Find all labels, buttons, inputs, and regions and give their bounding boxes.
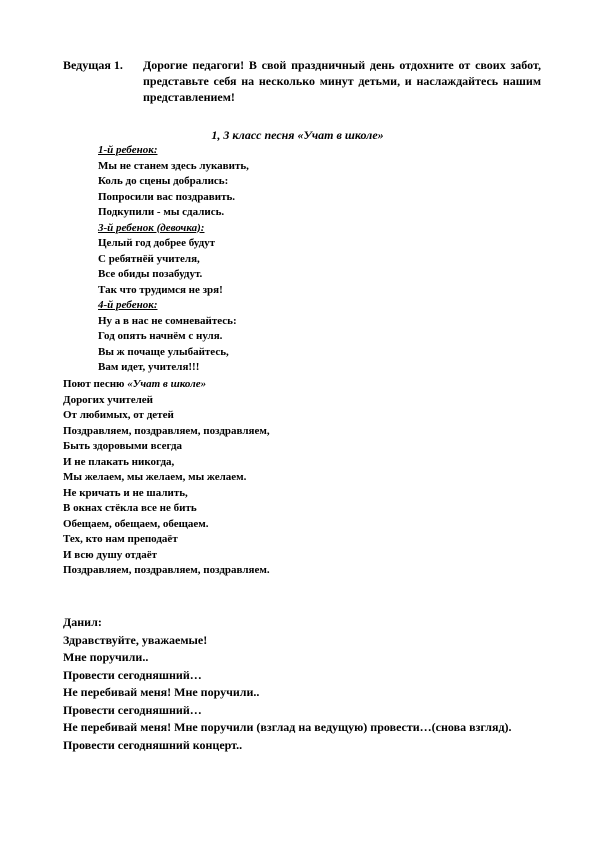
verse-line: Подкупили - мы сдались. <box>98 206 225 218</box>
verse-line: Все обиды позабудут. <box>98 268 203 280</box>
scene-line: Мне поручили.. <box>63 650 149 664</box>
verse-role: 3-й ребенок (девочка): <box>98 221 205 234</box>
verse-line: Попросили вас поздравить. <box>98 190 236 203</box>
scene-speaker: Данил: <box>63 615 102 629</box>
scene-block <box>63 614 541 754</box>
verse-line: Так что трудимся не зря! <box>98 283 223 296</box>
chorus-line: Быть здоровыми всегда <box>63 440 183 452</box>
chorus-line: Поздравляем, поздравляем, поздравляем. <box>63 564 270 576</box>
chorus-line: И всю душу отдаёт <box>63 548 157 561</box>
chorus-line: Не кричать и не шалить, <box>63 486 188 499</box>
verse-line: Целый год добрее будут <box>98 237 216 249</box>
chorus-intro-prefix: Поют песню <box>63 378 128 390</box>
verse-line: С ребятнёй учителя, <box>98 252 200 265</box>
verse-line: Ну а в нас не сомневайтесь: <box>98 314 237 327</box>
intro-text: Дорогие педагоги! В свой праздничный день отдохните от своих забот, представьте себя на несколько минут детьми, и наслаждайтесь нашим представлением! <box>143 58 541 104</box>
verse-role: 4-й ребенок: <box>98 299 158 311</box>
scene-line: Провести сегодняшний… <box>63 667 202 682</box>
chorus-intro <box>63 377 270 393</box>
scene-line: Провести сегодняшний… <box>63 702 202 717</box>
intro-paragraph <box>63 57 541 105</box>
chorus-line: Дорогих учителей <box>63 393 153 406</box>
intro-speaker: Ведущая 1. <box>63 58 123 72</box>
chorus-line: Обещаем, обещаем, обещаем. <box>63 517 209 530</box>
verse-role: 1-й ребенок: <box>98 144 158 156</box>
scene-line: Провести сегодняшний концерт.. <box>63 737 243 752</box>
chorus-line: В окнах стёкла все не бить <box>63 502 197 514</box>
chorus-block <box>63 377 270 579</box>
scene-line: Не перебивай меня! Мне поручили.. <box>63 685 260 699</box>
chorus-line: Тех, кто нам преподаёт <box>63 533 178 545</box>
chorus-line: И не плакать никогда, <box>63 455 175 468</box>
verse-line: Вы ж почаще улыбайтесь, <box>98 345 229 358</box>
verses-block <box>98 143 249 376</box>
verse-line: Вам идет, учителя!!! <box>98 361 200 373</box>
verse-line: Коль до сцены добрались: <box>98 175 229 187</box>
scene-line: Не перебивай меня! Мне поручили (взглад на ведущую) провести…(снова взгляд). <box>63 720 512 734</box>
chorus-song-name: «Учат в школе» <box>127 378 207 390</box>
scene-line: Здравствуйте, уважаемые! <box>63 632 208 647</box>
chorus-line: Поздравляем, поздравляем, поздравляем, <box>63 424 270 437</box>
verse-line: Мы не станем здесь лукавить, <box>98 159 249 172</box>
verse-line: Год опять начнём с нуля. <box>98 330 223 342</box>
chorus-line: Мы желаем, мы желаем, мы желаем. <box>63 471 247 483</box>
song-title: 1, 3 класс песня «Учат в школе» <box>211 128 384 142</box>
chorus-line: От любимых, от детей <box>63 409 174 421</box>
